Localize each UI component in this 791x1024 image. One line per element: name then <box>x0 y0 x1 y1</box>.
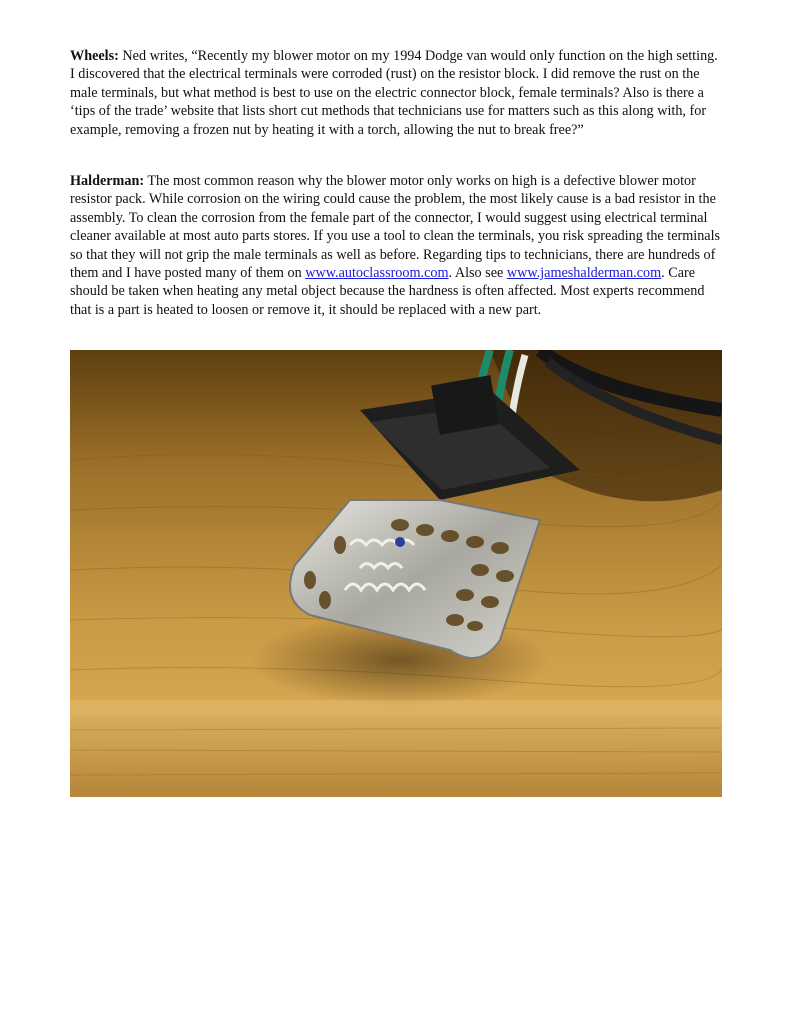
table-edge <box>70 714 722 797</box>
answer-paragraph <box>70 172 725 319</box>
question-text: Ned writes, “Recently my blower motor on my 1994 Dodge van would only function on the high setting. I discovered that the electrical terminals were corroded (rust) on the resistor block. I did remove the rust on the male terminals, but what method is best to use on the electric connector block, female terminals? Also is there a ‘tips of the trade’ website that lists short cut methods that technicians use for matters such as this along with, for example, removing a frozen nut by heating it with a torch, allowing the nut to break free?” <box>70 48 718 138</box>
question-paragraph <box>70 47 725 139</box>
answer-text-part1: The most common reason why the blower motor only works on high is a defective blower motor resistor pack. While corrosion on the wiring could cause the problem, the most likely cause is a bad resistor in the assembly. To clean the corrosion from the female part of the connector, I would suggest using electrical terminal cleaner available at most auto parts stores. If you use a tool to clean the terminals, you risk spreading the terminals so that they will not grip the male terminals as well as before. Regarding tips to technicians, there are hundreds of them and I have posted many of them on <box>70 173 721 282</box>
resistor-pack-photo <box>70 350 722 797</box>
answer-speaker: Halderman: <box>70 173 145 189</box>
answer-text-part2: . Also see <box>448 265 507 282</box>
photo-illustration <box>70 350 722 797</box>
blue-dot <box>395 537 405 547</box>
jameshalderman-link[interactable]: www.jameshalderman.com <box>506 265 662 282</box>
question-speaker: Wheels: <box>70 48 119 64</box>
autoclassroom-link[interactable]: www.autoclassroom.com <box>305 265 449 282</box>
answer-text-part3: . Care should be taken when heating any metal object because the hardness is often affected. Most experts recommend that is a part is heated to loosen or remove it, it should be replaced with a new part. <box>70 265 705 318</box>
